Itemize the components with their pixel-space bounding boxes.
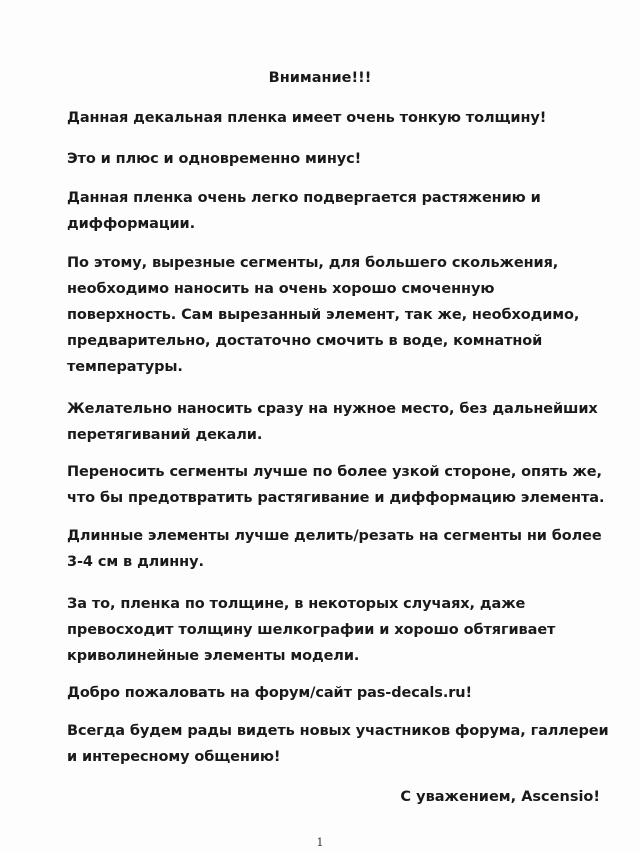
paragraph-invitation: Всегда будем рады видеть новых участников форума, галлереи и интересному общению! <box>67 723 609 765</box>
paragraph-transfer: Переносить сегменты лучше по более узкой стороне, опять же, что бы предотвратить растягивание и дифформацию элемента. <box>67 464 605 506</box>
signature: С уважением, Ascensio! <box>400 789 600 805</box>
paragraph-stretching: Данная пленка очень легко подвергается растяжению и дифформации. <box>67 190 541 232</box>
paragraph-welcome: Добро пожаловать на форум/сайт pas-decals.ru! <box>67 685 473 701</box>
paragraph-long-elements: Длинные элементы лучше делить/резать на сегменты ни более 3-4 см в длинну. <box>67 528 602 570</box>
paragraph-wetting-instructions: По этому, вырезные сегменты, для большего скольжения, необходимо наносить на очень хорошо смоченную поверхность. Сам вырезанный элемент, так же, необходимо, предварительно, достаточно смочить в воде, комнатной температуры. <box>67 255 580 375</box>
paragraph-silkscreen-comparison: За то, пленка по толщине, в некоторых случаях, даже превосходит толщину шелкографии и хорошо обтягивает криволинейные элементы модели. <box>67 596 556 664</box>
paragraph-plus-minus: Это и плюс и одновременно минус! <box>67 151 362 167</box>
paragraph-placement: Желательно наносить сразу на нужное место, без дальнейших перетягиваний декали. <box>67 401 598 443</box>
paragraph-film-thickness: Данная декальная пленка имеет очень тонкую толщину! <box>67 110 547 126</box>
document-title: Внимание!!! <box>268 70 372 86</box>
page-number: 1 <box>316 836 324 849</box>
